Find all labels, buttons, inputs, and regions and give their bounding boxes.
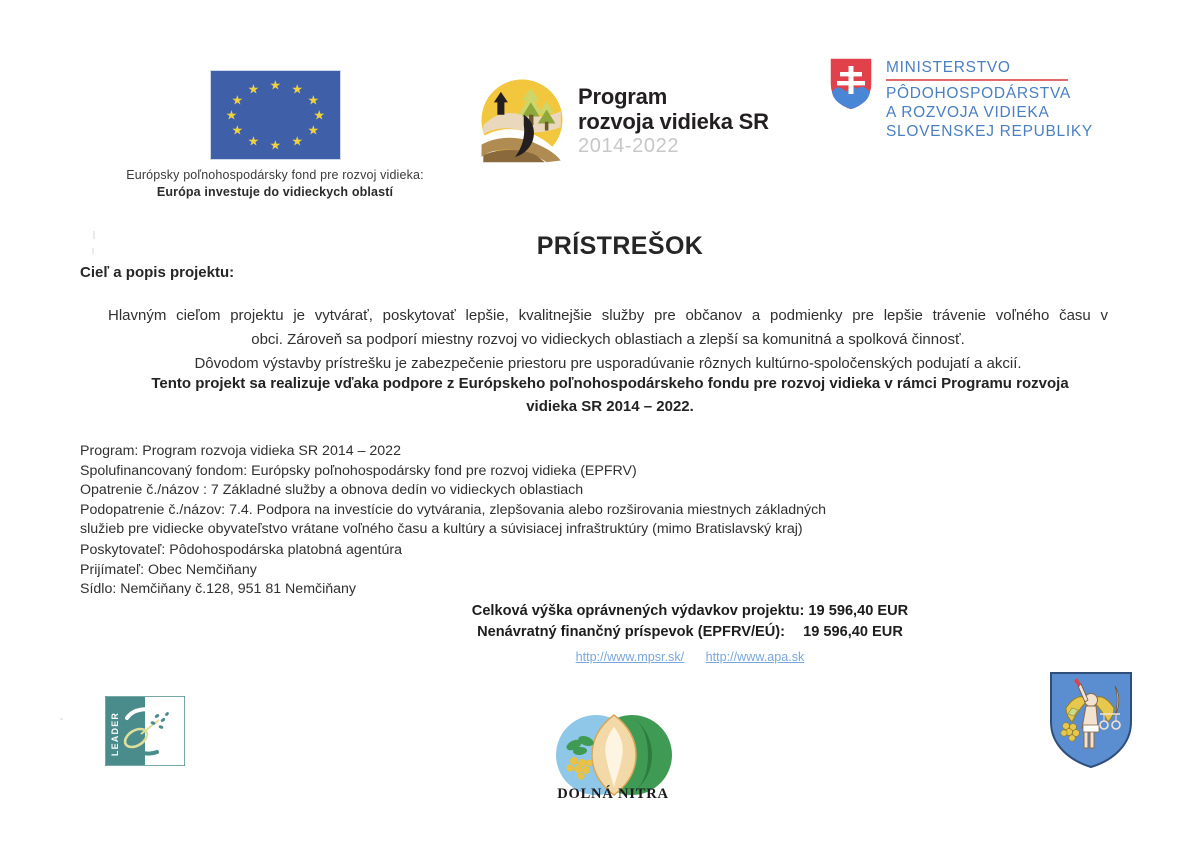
funding-statement — [130, 372, 1090, 418]
prv-line-3: 2014-2022 — [578, 135, 680, 157]
prv-line-1: Program — [578, 84, 668, 109]
header-logo-band — [0, 0, 1200, 210]
prv-logo-block — [478, 76, 769, 164]
goal-section-label: Cieľ a popis projektu: — [80, 264, 235, 281]
program-detail-program: Program: Program rozvoja vidieka SR 2014 – 2022 — [80, 443, 401, 459]
party-beneficiary: Prijímateľ: Obec Nemčiňany — [80, 561, 257, 578]
dolna-nitra-caption: DOLNÁ NITRA — [557, 786, 669, 802]
program-details-block — [80, 442, 870, 540]
prv-line-2: rozvoja vidieka SR — [578, 109, 769, 134]
ministry-line-4: SLOVENSKEJ REPUBLIKY — [886, 122, 1093, 140]
eu-funding-block — [100, 70, 450, 199]
intro-line-2: obci. Zároveň sa podporí miestny rozvoj vo vidieckych oblastiach a zlepší sa komunitná a spolková činnosť. — [251, 331, 965, 348]
program-detail-measure: Opatrenie č./názov : 7 Základné služby a obnova dedín vo vidieckych oblastiach — [80, 482, 584, 499]
scan-speckle — [92, 248, 94, 254]
intro-line-3: Dôvodom výstavby prístrešku je zabezpečenie priestoru pre usporadúvanie rôznych kultúrno-spoločenských podujatí a akcií. — [194, 355, 1022, 372]
ministry-divider — [886, 79, 1068, 81]
eu-flag-icon: ★ ★ ★ ★ ★ ★ ★ ★ ★ ★ ★ ★ — [210, 70, 341, 160]
ministry-line-3: A ROZVOJA VIDIEKA — [886, 103, 1050, 121]
ministry-wordmark — [886, 56, 1093, 141]
external-links — [330, 650, 1050, 664]
ministry-line-2: PÔDOHOSPODÁRSTVA — [886, 84, 1071, 102]
page-title — [0, 232, 1200, 261]
leader-logo-icon — [105, 696, 185, 766]
program-detail-fund: Spolufinancovaný fondom: Európsky poľnohospodársky fond pre rozvoj vidieka (EPFRV) — [80, 462, 637, 479]
finance-total-amount: 19 596,40 EUR — [808, 603, 909, 619]
eu-caption-line-2: Európa investuje do vidieckych oblastí — [156, 185, 394, 199]
page-title-text: PRÍSTREŠOK — [536, 232, 704, 260]
scan-speckle — [93, 231, 95, 239]
prv-wordmark — [578, 76, 769, 157]
link-apa[interactable]: http://www.apa.sk — [705, 650, 805, 664]
finance-total-label: Celková výška oprávnených výdavkov projektu: — [471, 603, 805, 619]
intro-line-1: Hlavným cieľom projektu je vytvárať, poskytovať lepšie, kvalitnejšie služby pre občanov a podmienky pre lepšie trávenie voľného času v — [108, 307, 1108, 324]
party-address: Sídlo: Nemčiňany č.128, 951 81 Nemčiňany — [80, 581, 357, 598]
finance-grant-row — [330, 622, 1050, 643]
slovak-coat-of-arms-icon — [828, 56, 874, 112]
funding-statement-line-1: Tento projekt sa realizuje vďaka podpore z Európskeho poľnohospodárskeho fondu pre rozvoj vidieka v rámci Programu — [151, 375, 1012, 392]
intro-paragraph — [108, 304, 1108, 376]
program-detail-submeasure: Podopatrenie č./názov: 7.4. Podpora na investície do vytvárania, zlepšovania alebo rozširovania miestnych základných služieb pre vidiecke obyvateľstvo vrátane voľného času a kultúry a súvisiacej infraštruktúry (mimo Bratislavský kraj) — [80, 501, 827, 538]
finance-grant-amount: 19 596,40 EUR — [803, 624, 903, 640]
party-provider: Poskytovateľ: Pôdohospodárska platobná agentúra — [80, 542, 403, 558]
ministry-logo-block — [828, 56, 1093, 141]
prv-emblem-icon — [478, 76, 566, 164]
finance-summary — [330, 601, 1050, 643]
finance-grant-label: Nenávratný finančný príspevok (EPFRV/EÚ): — [477, 624, 786, 640]
ministry-line-1: MINISTERSTVO — [886, 59, 1011, 76]
finance-total-row — [330, 601, 1050, 622]
scan-speckle — [60, 718, 63, 720]
link-mpsr[interactable]: http://www.mpsr.sk/ — [575, 650, 685, 664]
funding-statement-line-2: rozvoja vidieka SR 2014 – 2022. — [526, 375, 1069, 415]
municipal-coat-of-arms-icon — [1048, 670, 1134, 770]
svg-text:LEADER: LEADER — [110, 711, 120, 757]
party-details-block — [80, 541, 402, 600]
eu-caption-line-1: Európsky poľnohospodársky fond pre rozvoj vidieka: — [126, 168, 424, 182]
